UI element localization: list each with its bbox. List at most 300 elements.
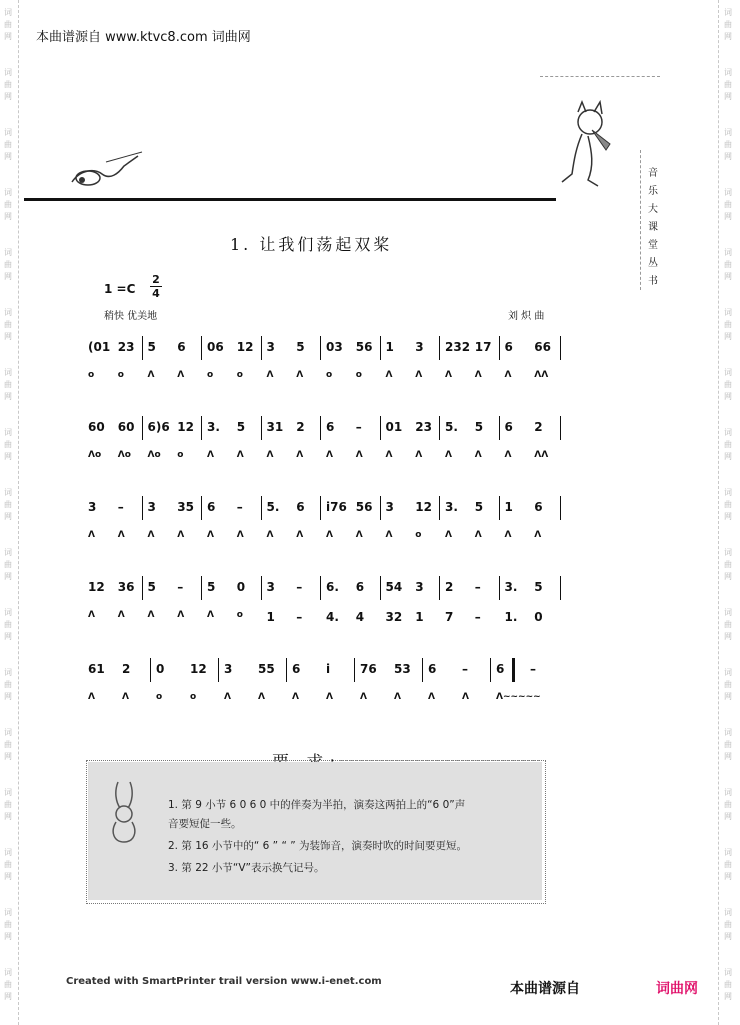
accompaniment-mark: o [236,610,243,620]
barline [439,336,440,360]
watermark-char: 词 [724,968,732,977]
melody-note: 12 [415,500,432,514]
melody-note: (01 [88,340,111,354]
melody-note: 5 [534,580,543,594]
melody-note: 6 [296,500,305,514]
barline [320,336,321,360]
harmony-note: 32 [385,610,403,624]
barline [499,496,500,520]
harmony-note: – [474,610,481,624]
watermark-char: 网 [724,512,732,521]
barline [422,658,423,682]
time-signature-top: 2 [152,273,160,286]
melody-note: 6 [504,420,513,434]
watermark-char: 曲 [724,380,732,389]
melody-note: 23 [415,420,432,434]
accompaniment-mark: Λo [88,450,102,460]
melody-note: – [296,580,303,594]
watermark-char: 曲 [4,980,12,989]
watermark-char: 词 [724,488,732,497]
watermark-char: 网 [724,32,732,41]
watermark-char: 网 [724,932,732,941]
melody-note: 23 [117,340,135,354]
accompaniment-mark: Λ [266,450,274,460]
barline [201,336,202,360]
watermark-char: 词 [4,548,12,557]
watermark-char: 网 [724,992,732,1001]
composer: 刘 炽 曲 [508,311,545,322]
melody-note: 3 [88,500,97,514]
barline [560,576,561,600]
melody-note: 3 [415,580,424,594]
watermark-char: 词 [724,668,732,677]
watermark-char: 词 [724,608,732,617]
watermark-char: 网 [4,992,12,1001]
melody-note: 31 [266,420,284,434]
melody-note: 5 [147,340,156,354]
watermark-char: 曲 [724,680,732,689]
watermark-char: 网 [4,752,12,761]
melody-note: – [474,580,481,594]
watermark-char: 词 [724,548,732,557]
watermark-char: 词 [4,248,12,257]
watermark-char: 词 [724,188,732,197]
barline [261,336,262,360]
accompaniment-mark: Λ [147,530,155,540]
watermark-char: 网 [724,92,732,101]
barline [150,658,151,682]
left-watermark-strip [2,0,16,1025]
barline [142,576,143,600]
melody-note: 6 [504,340,513,354]
accompaniment-mark: Λ [147,370,155,380]
corner-dash-line [540,76,660,77]
watermark-char: 网 [724,452,732,461]
watermark-char: 曲 [4,680,12,689]
watermark-char: 词 [724,8,732,17]
harmony-note: 0 [534,610,543,624]
watermark-char: 词 [724,368,732,377]
melody-note: 6 [207,500,216,514]
accompaniment-mark: Λ [117,530,125,540]
melody-note: 01 [385,420,403,434]
melody-note: 6 [355,580,365,594]
barline [380,336,381,360]
header-source-text: 本曲谱源自 www.ktvc8.com 词曲网 [36,30,251,45]
watermark-char: 网 [724,872,732,881]
melody-note: 5 [236,420,246,434]
melody-note: 56 [355,340,373,354]
accompaniment-mark: Λ [177,530,185,540]
watermark-char: 曲 [724,260,732,269]
melody-note: 6 [534,500,543,514]
accompaniment-mark: Λ [207,450,214,460]
watermark-char: 曲 [724,20,732,29]
melody-note: 6 [292,662,301,676]
watermark-char: 词 [4,608,12,617]
cat-trumpet-illustration [548,100,618,192]
melody-note: 03 [326,340,343,354]
accompaniment-mark: Λ [258,692,265,702]
barline [142,416,143,440]
melody-note: 66 [534,340,551,354]
accompaniment-mark: Λ [88,530,95,540]
accompaniment-mark: Λ [236,450,244,460]
watermark-char: 网 [4,212,12,221]
melody-note: 53 [394,662,411,676]
melody-note: 17 [474,340,492,354]
accompaniment-mark: o [326,370,333,380]
accompaniment-mark: o [236,370,243,380]
watermark-char: 网 [4,572,12,581]
accompaniment-mark: Λ [360,692,367,702]
series-char: 乐 [648,186,658,197]
watermark-char: 曲 [724,80,732,89]
accompaniment-mark: o [177,450,184,460]
watermark-char: 词 [4,8,12,17]
accompaniment-mark: Λ [122,692,129,702]
melody-note: – [117,500,124,514]
melody-note: 3 [266,340,275,354]
accompaniment-mark: Λ [445,450,452,460]
barline [380,576,381,600]
requirements-border [86,760,546,904]
melody-note: 5 [474,420,484,434]
melody-note: 1 [504,500,513,514]
harmony-note: 1. [504,610,518,624]
barline [201,576,202,600]
accompaniment-mark: Λ [177,370,185,380]
melody-note: 6 [177,340,186,354]
accompaniment-mark: o [156,692,163,702]
watermark-char: 词 [4,368,12,377]
melody-note: 12 [177,420,194,434]
accompaniment-mark: Λ [504,450,512,460]
watermark-char: 曲 [724,320,732,329]
watermark-char: 网 [4,932,12,941]
melody-note: 6. [326,580,339,594]
accompaniment-mark: Λ [504,370,512,380]
accompaniment-mark: Λ [117,610,125,620]
series-char: 课 [648,222,658,233]
watermark-char: 词 [4,128,12,137]
watermark-char: 词 [4,428,12,437]
requirement-item: 3. 第 22 小节“V”表示换气记号。 [168,862,325,874]
accompaniment-mark: Λ [266,530,274,540]
tempo-marking: 稍快 优美地 [104,311,158,322]
watermark-char: 网 [4,692,12,701]
melody-note: i [326,662,331,676]
watermark-char: 词 [4,968,12,977]
song-title: 1. 让我们荡起双桨 [230,235,393,254]
watermark-char: 网 [724,572,732,581]
melody-note: 06 [207,340,224,354]
watermark-char: 曲 [4,140,12,149]
accompaniment-mark: o [355,370,362,380]
melody-note: 36 [117,580,135,594]
harmony-note: 1 [266,610,275,624]
accompaniment-mark: Λ [147,610,155,620]
melody-note: – [530,662,536,676]
accompaniment-mark: Λ [415,370,423,380]
watermark-char: 曲 [724,920,732,929]
watermark-char: 曲 [4,500,12,509]
harmony-note: 4. [326,610,339,624]
watermark-char: 词 [4,68,12,77]
melody-note: 6)6 [147,420,170,434]
key-signature: 1 =C [104,282,136,296]
barline [142,336,143,360]
accompaniment-mark: Λ [355,530,363,540]
melody-note: 56 [355,500,373,514]
watermark-char: 曲 [724,440,732,449]
harmony-note: 4 [355,610,365,624]
footer-site: 词曲网 [656,981,698,997]
barline [142,496,143,520]
accompaniment-mark: Λo [117,450,131,460]
melody-note: 3 [224,662,233,676]
melody-note: 5 [474,500,484,514]
series-char: 书 [648,276,658,287]
watermark-char: 曲 [724,500,732,509]
barline [490,658,491,682]
melody-note: 0 [156,662,165,676]
series-char: 丛 [648,258,658,269]
accompaniment-mark: Λ~~~~~ [496,692,541,702]
melody-note: 0 [236,580,246,594]
accompaniment-mark: Λ [445,370,452,380]
accompaniment-mark: Λ [428,692,435,702]
melody-note: 2 [296,420,305,434]
watermark-char: 曲 [724,980,732,989]
final-barline [512,658,515,682]
watermark-char: 网 [724,272,732,281]
watermark-char: 曲 [4,860,12,869]
accompaniment-mark: Λ [445,530,452,540]
barline [261,576,262,600]
watermark-char: 词 [4,308,12,317]
watermark-char: 网 [4,392,12,401]
watermark-char: 词 [4,848,12,857]
melody-note: 2 [534,420,543,434]
melody-note: 12 [236,340,254,354]
accompaniment-mark: ΛΛ [534,370,549,380]
melody-note: i76 [326,500,347,514]
watermark-char: 词 [724,788,732,797]
barline [201,496,202,520]
watermark-char: 词 [724,128,732,137]
accompaniment-mark: o [117,370,124,380]
accompaniment-mark: Λ [504,530,512,540]
accompaniment-mark: Λ [326,450,333,460]
melody-note: 3 [266,580,275,594]
watermark-char: 网 [4,872,12,881]
accompaniment-mark: Λ [224,692,231,702]
melody-note: 1 [385,340,394,354]
watermark-char: 词 [724,428,732,437]
barline [380,496,381,520]
harmony-note: – [296,610,303,624]
watermark-char: 网 [4,152,12,161]
barline [439,496,440,520]
melody-note: 3 [385,500,394,514]
watermark-char: 曲 [724,800,732,809]
barline [439,576,440,600]
watermark-char: 曲 [4,200,12,209]
melody-note: 5. [266,500,280,514]
watermark-char: 词 [4,728,12,737]
melody-note: 12 [190,662,207,676]
accompaniment-mark: Λ [296,450,304,460]
barline [354,658,355,682]
melody-note: 61 [88,662,105,676]
melody-note: 35 [177,500,194,514]
melody-note: 5 [296,340,305,354]
accompaniment-mark: o [88,370,95,380]
watermark-char: 词 [724,728,732,737]
barline [499,576,500,600]
melody-note: 2 [445,580,454,594]
watermark-char: 网 [4,512,12,521]
footer-source: 本曲谱源自 [510,981,580,997]
watermark-char: 曲 [4,560,12,569]
watermark-char: 词 [724,248,732,257]
barline [560,496,561,520]
barline [380,416,381,440]
accompaniment-mark: Λ [207,530,214,540]
melody-note: – [236,500,243,514]
footer-created-with: Created with SmartPrinter trail version www.i-enet.com [66,976,382,987]
melody-note: – [462,662,468,676]
accompaniment-mark: o [190,692,197,702]
melody-note: 3. [504,580,518,594]
accompaniment-mark: Λ [534,530,542,540]
accompaniment-mark: Λ [296,530,304,540]
accompaniment-mark: Λ [326,530,333,540]
watermark-char: 网 [724,392,732,401]
series-char: 大 [648,204,658,215]
violin-illustration [66,148,146,192]
watermark-char: 词 [4,788,12,797]
accompaniment-mark: Λ [296,370,304,380]
watermark-char: 网 [724,752,732,761]
watermark-char: 词 [4,188,12,197]
melody-note: 3. [445,500,458,514]
watermark-char: 网 [4,812,12,821]
watermark-char: 网 [4,32,12,41]
harmony-note: 1 [415,610,424,624]
accompaniment-mark: Λ [207,610,214,620]
melody-note: 54 [385,580,403,594]
watermark-char: 曲 [4,260,12,269]
watermark-char: 曲 [4,380,12,389]
watermark-char: 曲 [724,860,732,869]
accompaniment-mark: Λ [385,370,393,380]
watermark-char: 曲 [724,740,732,749]
requirement-item: 1. 第 9 小节 6 0 6 0 中的伴奏为半拍，演奏这两拍上的“6 0”声 [168,799,466,811]
accompaniment-mark: Λ [88,692,95,702]
watermark-char: 曲 [4,620,12,629]
watermark-char: 网 [4,452,12,461]
barline [320,496,321,520]
melody-note: 55 [258,662,275,676]
melody-note: 3 [147,500,156,514]
left-cut-line [18,0,19,1025]
melody-note: 60 [117,420,135,434]
melody-note: – [355,420,362,434]
accompaniment-mark: ΛΛ [534,450,549,460]
watermark-char: 曲 [4,740,12,749]
melody-note: 232 [445,340,471,354]
melody-note: 3 [415,340,424,354]
requirement-item: 2. 第 16 小节中的“ 6 ” “ ” 为装饰音，演奏时吹的时间要更短。 [168,840,468,852]
barline [560,416,561,440]
accompaniment-mark: Λ [474,450,482,460]
watermark-char: 网 [724,212,732,221]
barline [560,336,561,360]
melody-note: 6 [428,662,437,676]
melody-note: 3. [207,420,220,434]
barline [218,658,219,682]
series-char: 音 [648,168,658,179]
time-signature-bottom: 4 [152,287,160,300]
watermark-char: 网 [724,332,732,341]
accompaniment-mark: Λ [177,610,185,620]
accompaniment-mark: Λo [147,450,161,460]
harmony-note: 7 [445,610,454,624]
watermark-char: 词 [724,308,732,317]
watermark-char: 曲 [724,560,732,569]
melody-note: 6 [326,420,335,434]
accompaniment-mark: Λ [266,370,274,380]
melody-note: 76 [360,662,377,676]
watermark-char: 词 [4,668,12,677]
accompaniment-mark: o [207,370,214,380]
melody-note: 6 [496,662,505,676]
watermark-char: 词 [724,908,732,917]
watermark-char: 网 [724,692,732,701]
series-char: 堂 [648,240,658,251]
watermark-char: 曲 [724,200,732,209]
watermark-char: 曲 [4,20,12,29]
accompaniment-mark: Λ [415,450,423,460]
watermark-char: 网 [4,92,12,101]
melody-note: 5. [445,420,458,434]
barline [320,576,321,600]
right-watermark-strip [722,0,736,1025]
barline [499,336,500,360]
accompaniment-mark: Λ [385,530,393,540]
accompaniment-mark: o [415,530,422,540]
time-signature [150,273,162,300]
barline [320,416,321,440]
watermark-char: 网 [724,812,732,821]
melody-note: – [177,580,184,594]
accompaniment-mark: Λ [474,370,482,380]
barline [286,658,287,682]
melody-note: 2 [122,662,131,676]
right-cut-line [718,0,719,1025]
watermark-char: 曲 [4,320,12,329]
accompaniment-mark: Λ [462,692,469,702]
watermark-char: 网 [724,152,732,161]
watermark-char: 曲 [4,440,12,449]
melody-note: 60 [88,420,105,434]
watermark-char: 曲 [4,800,12,809]
barline [201,416,202,440]
watermark-char: 网 [724,632,732,641]
accompaniment-mark: Λ [236,530,244,540]
